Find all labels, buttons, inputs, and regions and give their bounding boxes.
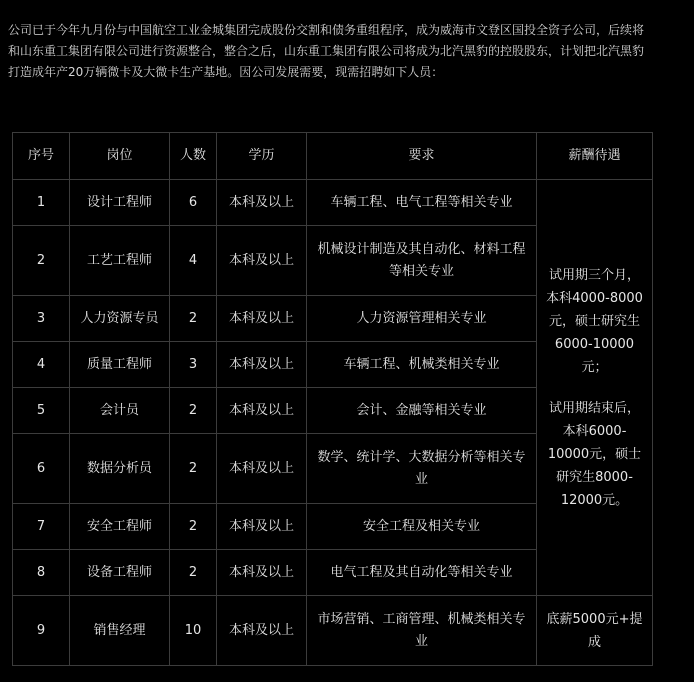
header-salary: 薪酬待遇 [537, 133, 653, 180]
cell-education: 本科及以上 [217, 434, 307, 504]
cell-education: 本科及以上 [217, 180, 307, 226]
cell-no: 1 [13, 180, 70, 226]
header-requirements: 要求 [307, 133, 537, 180]
cell-requirements: 数学、统计学、大数据分析等相关专业 [307, 434, 537, 504]
cell-post: 安全工程师 [70, 504, 170, 550]
cell-requirements: 安全工程及相关专业 [307, 504, 537, 550]
intro-line-1: 公司已于今年九月份与中国航空工业金城集团完成股份交割和债务重组程序，成为威海市文登区国投全资子公司，后续将 [8, 23, 645, 37]
cell-no: 4 [13, 342, 70, 388]
table-row [13, 180, 653, 226]
cell-count: 6 [170, 180, 217, 226]
cell-salary: 底薪5000元+提成 [537, 596, 653, 666]
cell-education: 本科及以上 [217, 504, 307, 550]
shared-salary-cell [537, 180, 653, 596]
cell-no: 8 [13, 550, 70, 596]
cell-count: 2 [170, 550, 217, 596]
cell-requirements: 车辆工程、机械类相关专业 [307, 342, 537, 388]
cell-count: 10 [170, 596, 217, 666]
cell-requirements: 人力资源管理相关专业 [307, 296, 537, 342]
table-row [13, 596, 653, 666]
cell-post: 数据分析员 [70, 434, 170, 504]
table-header-row [13, 133, 653, 180]
cell-post: 人力资源专员 [70, 296, 170, 342]
cell-post: 会计员 [70, 388, 170, 434]
cell-no: 7 [13, 504, 70, 550]
cell-count: 2 [170, 296, 217, 342]
cell-count: 2 [170, 504, 217, 550]
cell-post: 工艺工程师 [70, 226, 170, 296]
cell-education: 本科及以上 [217, 296, 307, 342]
cell-post: 设计工程师 [70, 180, 170, 226]
cell-education: 本科及以上 [217, 388, 307, 434]
cell-no: 9 [13, 596, 70, 666]
cell-education: 本科及以上 [217, 596, 307, 666]
header-education: 学历 [217, 133, 307, 180]
cell-count: 3 [170, 342, 217, 388]
cell-requirements: 机械设计制造及其自动化、材料工程等相关专业 [307, 226, 537, 296]
cell-education: 本科及以上 [217, 342, 307, 388]
cell-requirements: 市场营销、工商管理、机械类相关专业 [307, 596, 537, 666]
cell-post: 质量工程师 [70, 342, 170, 388]
salary-regular-text: 试用期结束后，本科6000-10000元，硕士研究生8000-12000元。 [547, 400, 642, 508]
header-post: 岗位 [70, 133, 170, 180]
cell-requirements: 会计、金融等相关专业 [307, 388, 537, 434]
cell-count: 4 [170, 226, 217, 296]
cell-requirements: 车辆工程、电气工程等相关专业 [307, 180, 537, 226]
intro-line-2: 和山东重工集团有限公司进行资源整合，整合之后，山东重工集团有限公司将成为北汽黑豹的控股股东，计划把北汽黑豹 [8, 44, 645, 58]
cell-education: 本科及以上 [217, 226, 307, 296]
recruitment-table [12, 132, 653, 666]
cell-no: 6 [13, 434, 70, 504]
cell-count: 2 [170, 388, 217, 434]
cell-education: 本科及以上 [217, 550, 307, 596]
salary-probation-text: 试用期三个月，本科4000-8000元，硕士研究生6000-10000元； [546, 267, 643, 375]
cell-count: 2 [170, 434, 217, 504]
intro-line-3: 打造成年产20万辆微卡及大微卡生产基地。因公司发展需要，现需招聘如下人员： [8, 65, 444, 79]
cell-no: 5 [13, 388, 70, 434]
cell-requirements: 电气工程及其自动化等相关专业 [307, 550, 537, 596]
cell-post: 设备工程师 [70, 550, 170, 596]
header-count: 人数 [170, 133, 217, 180]
cut-off-heading [0, 0, 694, 14]
intro-paragraph [8, 20, 694, 83]
cell-post: 销售经理 [70, 596, 170, 666]
cell-no: 2 [13, 226, 70, 296]
header-no: 序号 [13, 133, 70, 180]
cell-no: 3 [13, 296, 70, 342]
